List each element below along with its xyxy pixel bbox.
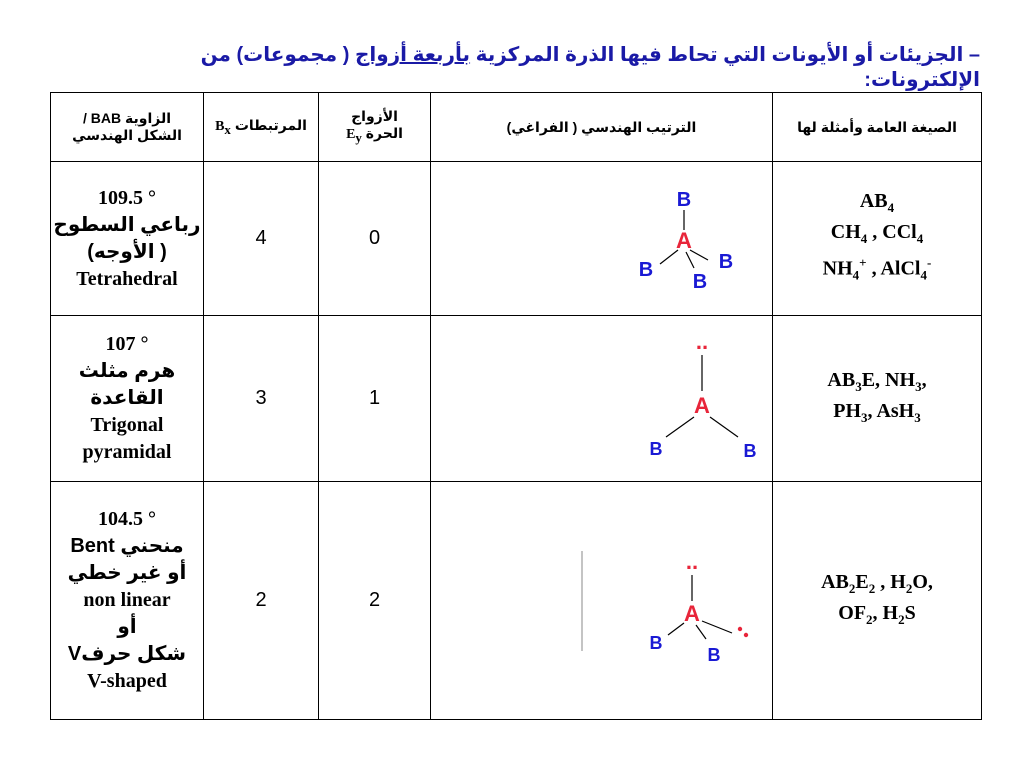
header-lone-pairs: الأزواج $E_y$ الحرة [319,93,431,162]
central-atom-a: A [693,392,710,418]
title-part1: – الجزيئات أو الأيونات التي تحاط فيها الذرة المركزية [470,44,980,66]
bent-diagram [432,501,772,701]
lone-pair-count: 2 [319,482,431,720]
geometry-cell [431,162,773,316]
formula-cell: $AB_4$ $CH_4$ , CCl$_4$ $NH_4^+$ , AlCl$_4$- [773,162,982,316]
ligand-b-left: B [638,258,653,281]
ligand-b-top: B [676,188,691,211]
bonded-count: 3 [204,316,319,482]
shape-cell: 104.5 ° منحني Bent أو غير خطي non linear أو شكل حرفV V-shaped [51,482,204,720]
lone-pair-count: 0 [319,162,431,316]
ligand-b-bottom: B [707,644,720,665]
header-geometry: الترتيب الهندسي ( الفراغي) [431,93,773,162]
shape-cell: 107 ° هرم مثلث القاعدة Trigonal pyramidal [51,316,204,482]
lone-pair-count: 1 [319,316,431,482]
vsepr-table [50,92,982,720]
header-angle: الزاوية BAB / الشكل الهندسي [51,93,204,162]
header-row [51,93,982,162]
ligand-b-bottom: B [692,270,707,293]
lone-pair-dots: .. [695,328,708,354]
ligand-b-right: B [718,250,733,273]
title-underlined: بأربعة أزواج [354,44,471,66]
table-row [51,482,982,720]
trigonal-pyramidal-diagram [432,319,772,479]
header-formula: الصيغة العامة وأمثلة لها [773,93,982,162]
shape-cell: 109.5 ° رباعي السطوح ( الأوجه) Tetrahedral [51,162,204,316]
formula-cell: $AB_3E$, $NH_3$, $PH_3$, AsH$_3$ [773,316,982,482]
lone-pair-dots-top: .. [685,548,698,574]
ligand-b-right: B [743,440,756,461]
lone-pair-dot [737,626,741,630]
geometry-cell [431,316,773,482]
bonded-count: 2 [204,482,319,720]
ligand-b-left: B [649,632,662,653]
page-title [80,42,980,92]
lone-pair-dot [743,632,747,636]
bonded-count: 4 [204,162,319,316]
title-part2: ( مجموعات) من الإلكترونات: [200,44,980,91]
central-atom-a: A [675,227,692,253]
central-atom-a: A [683,600,700,626]
geometry-cell [431,482,773,720]
tetrahedral-diagram [432,164,772,314]
header-bonded: $B_x$ المرتبطات [204,93,319,162]
formula-cell: $AB_2E_2$ , $H_2O$, $OF_2$, $H_2S$ [773,482,982,720]
ligand-b-left: B [649,438,662,459]
table-row [51,316,982,482]
table-row [51,162,982,316]
